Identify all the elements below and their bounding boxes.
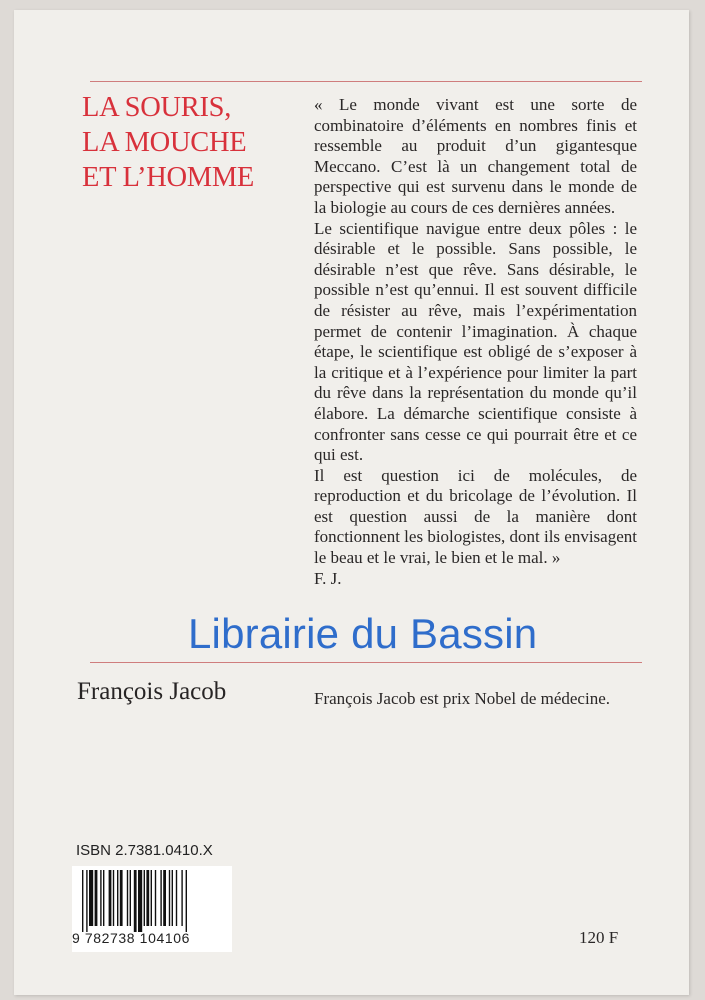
- watermark-text: Librairie du Bassin: [188, 610, 538, 657]
- blurb-paragraph-1: « Le monde vivant est une sorte de combinatoire d’éléments en nombres finis et ressemble au produit d’un gigantesque Meccano. C’est là un changement total de perspective qui est survenu dans le monde de la biologie au cours de ces dernières années.: [314, 95, 637, 217]
- blurb-signature: F. J.: [314, 568, 342, 588]
- blurb-paragraph-2: Le scientifique navigue entre deux pôles : le désirable et le possible. Sans possible, le désirable n’est que rêve. Sans désirable, le possible n’est qu’ennui. Il est souvent difficile de résister au rêve, mais l’expérimentation permet de contenir l’imagination. À chaque étape, le scientifique est obligé de s’exposer à la critique et à l’expérience pour limiter la part du rêve dans la représentation du monde qu’il élabore. La démarche scientifique consiste à confronter sans cesse ce qui pourrait être et ce qui est.: [314, 218, 637, 465]
- blurb-text: [314, 95, 637, 589]
- barcode-digits: 9 782738 104106: [72, 930, 190, 946]
- back-cover: [14, 10, 689, 995]
- blurb-paragraph-3: Il est question ici de molécules, de reproduction et du bricolage de l’évolution. Il est question aussi de la manière dont fonctionnent les biologistes, dont ils envisagent le beau et le vrai, le bien et le mal. »: [314, 465, 637, 568]
- book-title: [82, 90, 254, 195]
- top-rule: [90, 81, 642, 82]
- barcode-bars: [82, 870, 222, 932]
- title-line-2: LA MOUCHE: [82, 127, 247, 158]
- title-line-3: ET L’HOMME: [82, 162, 254, 193]
- author-bio: François Jacob est prix Nobel de médecine.: [314, 689, 610, 708]
- middle-rule: [90, 662, 642, 663]
- price: 120 F: [579, 928, 619, 947]
- barcode: [72, 866, 232, 952]
- title-line-1: LA SOURIS,: [82, 92, 232, 123]
- author-name: François Jacob: [77, 678, 227, 705]
- isbn-number: ISBN 2.7381.0410.X: [76, 842, 213, 859]
